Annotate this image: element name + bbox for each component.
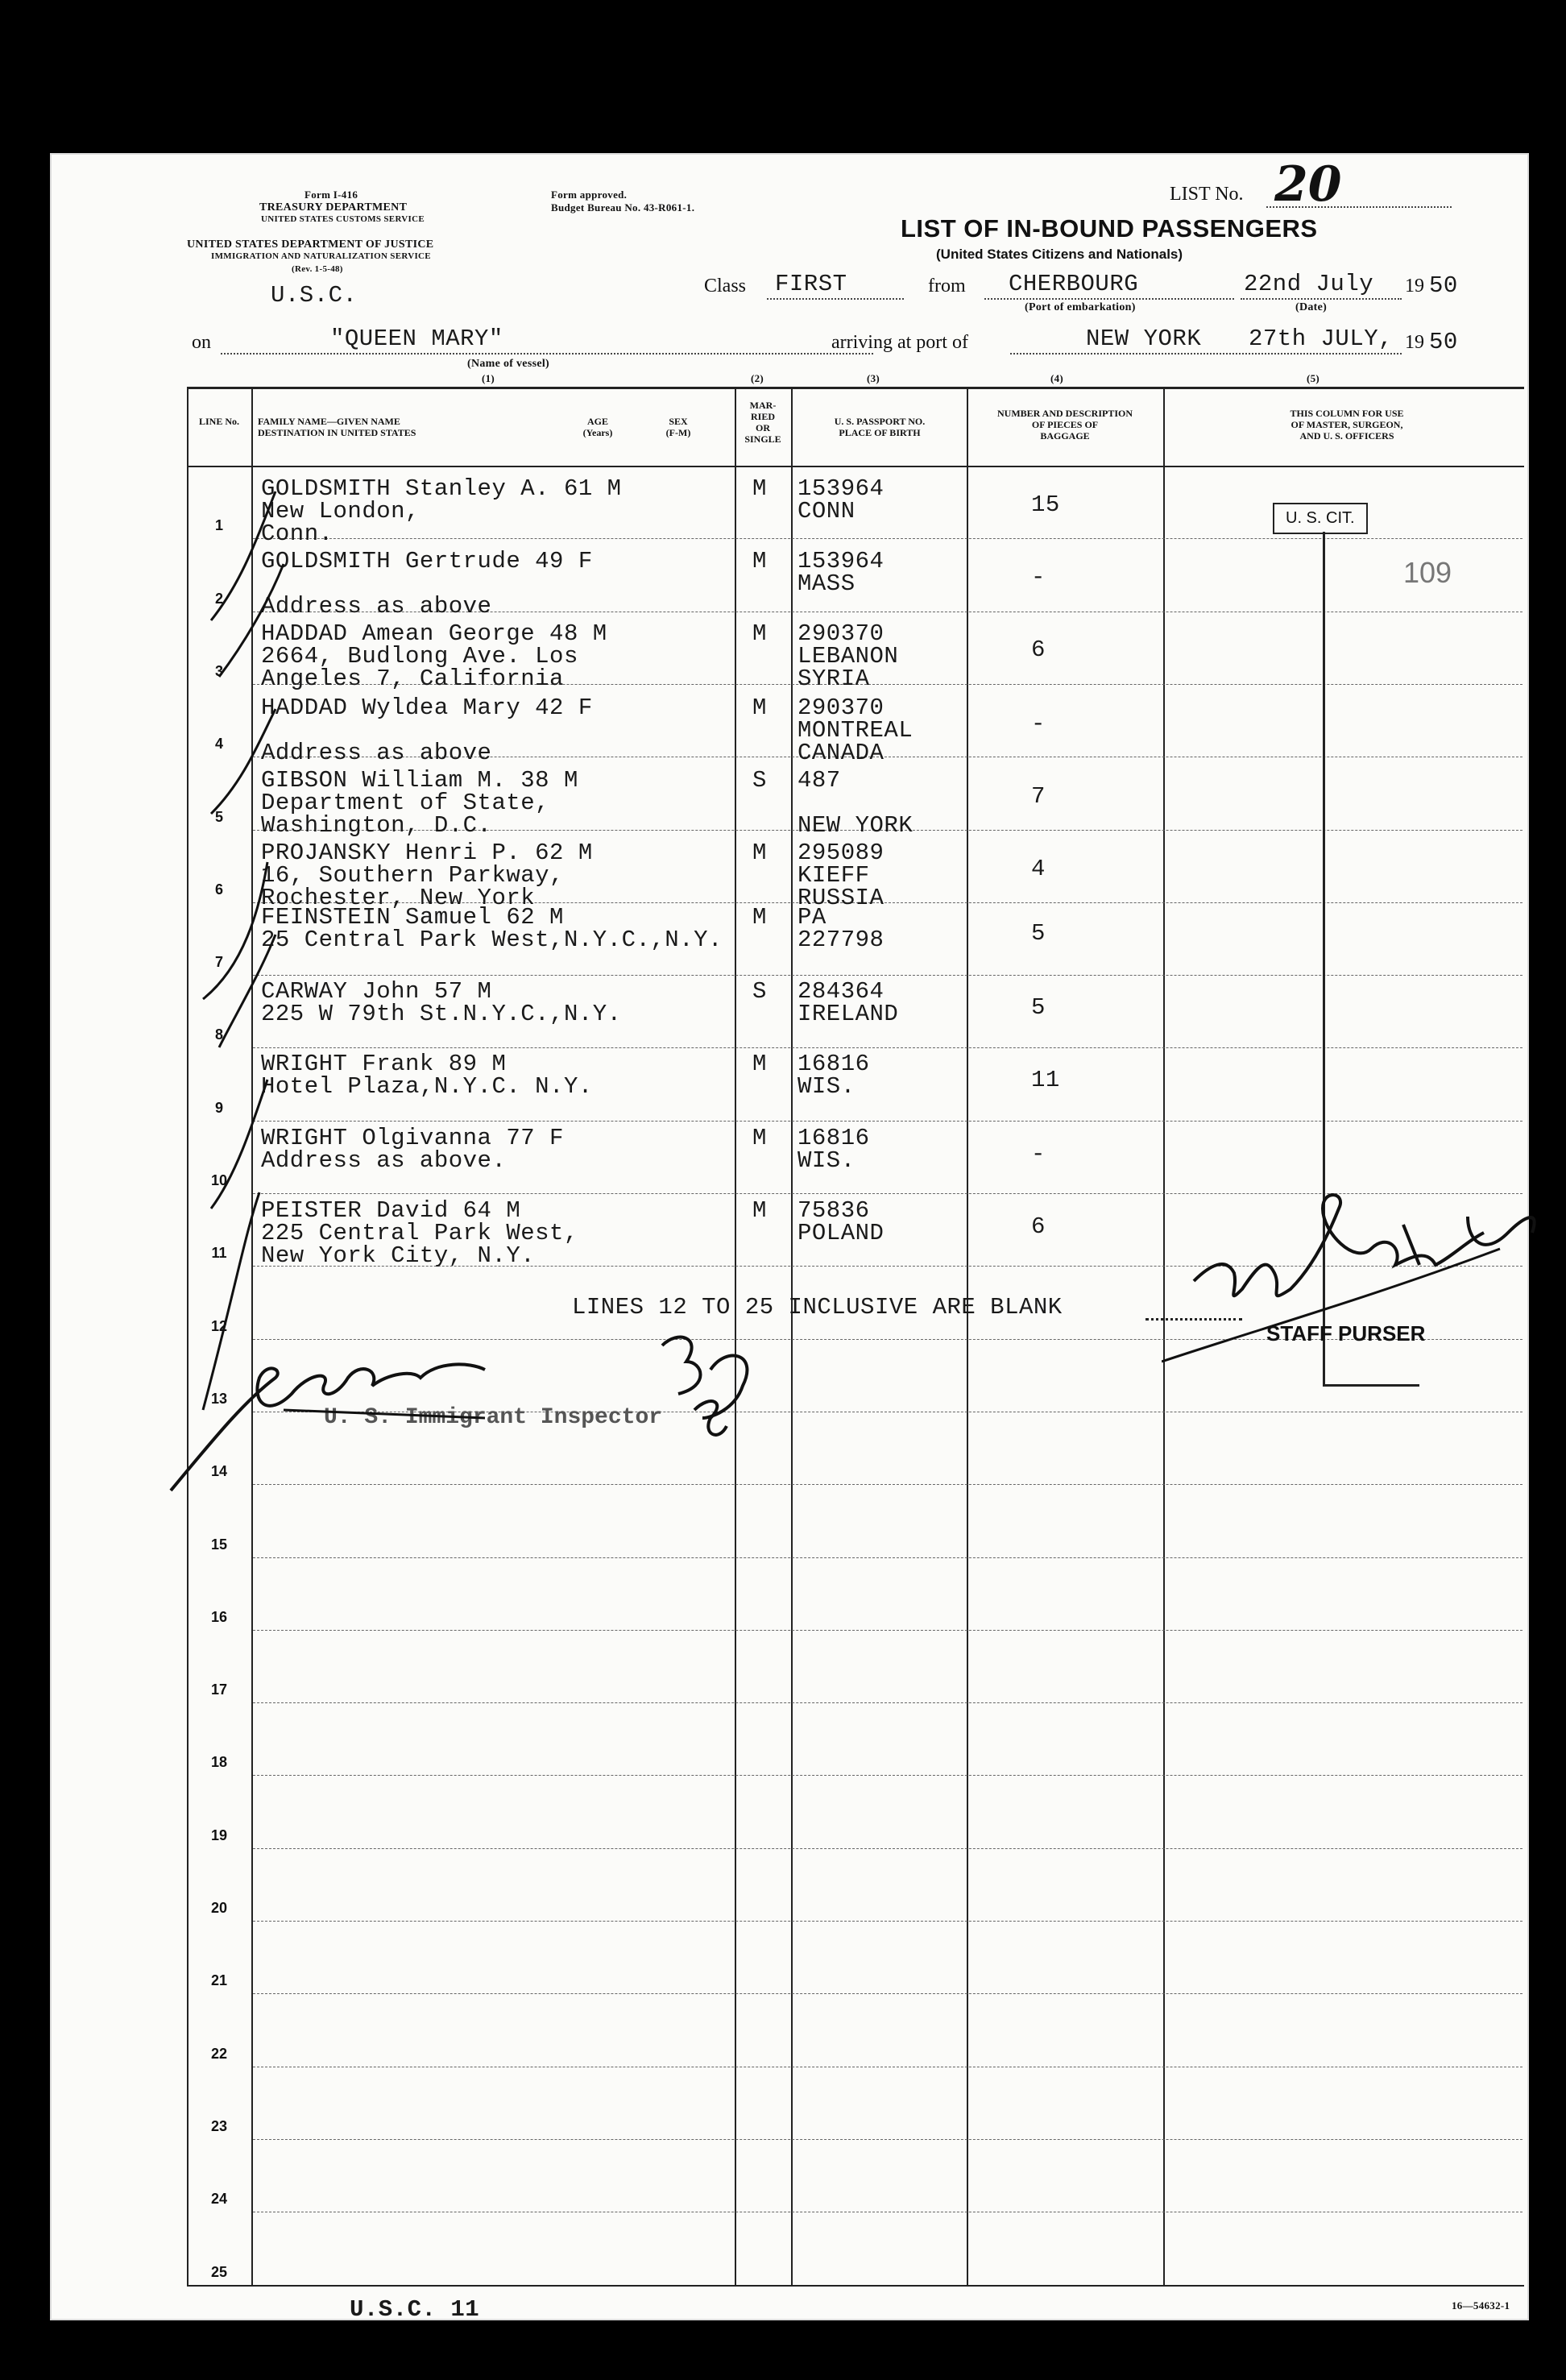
ins-label: IMMIGRATION AND NATURALIZATION SERVICE	[211, 251, 431, 261]
from-line	[984, 298, 1234, 300]
col-divider-passport	[967, 387, 968, 2287]
place-of-birth: 227798	[798, 927, 884, 953]
usc-header: U.S.C.	[271, 282, 358, 309]
passenger-address-line: Address as above	[261, 593, 492, 620]
place-of-birth: LEBANON	[798, 643, 899, 670]
passport-number: 75836	[798, 1197, 870, 1224]
passenger-address-line: 2664, Budlong Ave. Los	[261, 643, 578, 670]
header-baggage: NUMBER AND DESCRIPTION OF PIECES OF BAGGAGE	[996, 408, 1133, 442]
row-separator	[253, 1993, 1522, 1994]
class-line	[767, 298, 904, 300]
line-number: 8	[214, 1026, 223, 1043]
place-of-birth: MASS	[798, 570, 856, 597]
footer-form-code: 16—54632-1	[1452, 2299, 1510, 2312]
marital-status: M	[752, 1125, 767, 1151]
passenger-address-line: Address as above	[261, 740, 492, 766]
passenger-name-line: GIBSON William M. 38 M	[261, 767, 578, 794]
date-caption: (Date)	[1295, 301, 1328, 313]
row-separator	[253, 1921, 1522, 1922]
place-of-birth: CANADA	[798, 740, 884, 766]
port-embarkation-caption: (Port of embarkation)	[1025, 301, 1136, 313]
vessel-caption: (Name of vessel)	[467, 358, 549, 370]
date-line	[1241, 298, 1402, 300]
col-num-5: (5)	[1307, 372, 1320, 384]
line-number: 20	[210, 1900, 228, 1916]
place-of-birth: POLAND	[798, 1220, 884, 1246]
row-separator	[253, 1848, 1522, 1849]
date-value: 22nd July	[1244, 271, 1374, 297]
line-number: 6	[214, 881, 223, 898]
place-of-birth: KIEFF	[798, 862, 870, 889]
port-of-arrival: NEW YORK	[1086, 325, 1202, 352]
baggage-count: 6	[1031, 636, 1046, 663]
staff-purser-label: STAFF PURSER	[1266, 1321, 1426, 1345]
passenger-address-line: New York City, N.Y.	[261, 1242, 536, 1269]
manifest-page	[50, 153, 1529, 2323]
row-separator	[253, 1047, 1522, 1048]
passenger-address-line: Angeles 7, California	[261, 665, 564, 692]
line-number: 4	[214, 736, 223, 753]
line-number: 23	[210, 2117, 228, 2134]
passenger-address-line: 16, Southern Parkway,	[261, 862, 564, 889]
line-number: 24	[210, 2191, 228, 2208]
passenger-address-line: Address as above.	[261, 1147, 507, 1174]
col-num-1: (1)	[482, 372, 495, 384]
left-margin-marks	[195, 483, 300, 1418]
passenger-name-line: CARWAY John 57 M	[261, 978, 492, 1005]
line-number: 18	[210, 1754, 228, 1771]
blank-lines-note: LINES 12 TO 25 INCLUSIVE ARE BLANK	[572, 1294, 1063, 1321]
baggage-count: -	[1031, 711, 1046, 737]
passenger-name-line: GOLDSMITH Stanley A. 61 M	[261, 475, 622, 502]
us-citizen-stamp: U. S. CIT.	[1273, 503, 1368, 534]
year-value-2: 50	[1429, 329, 1458, 355]
header-name: FAMILY NAME—GIVEN NAME DESTINATION IN UNITED STATES	[258, 416, 416, 438]
marital-status: M	[752, 1051, 767, 1077]
document-subtitle: (United States Citizens and Nationals)	[936, 247, 1183, 262]
list-number: 20	[1274, 156, 1342, 213]
vessel-line	[221, 353, 873, 355]
list-no-label: LIST No.	[1170, 184, 1244, 205]
passport-number: 153964	[798, 548, 884, 574]
passenger-address-line: 225 W 79th St.N.Y.C.,N.Y.	[261, 1001, 622, 1027]
class-label: Class	[704, 276, 747, 296]
passenger-name-line: WRIGHT Olgivanna 77 F	[261, 1125, 564, 1151]
passenger-address-line: 25 Central Park West,N.Y.C.,N.Y.	[261, 927, 723, 953]
passport-number: 290370	[798, 620, 884, 647]
place-of-birth: NEW YORK	[798, 812, 914, 839]
marital-status: M	[752, 1197, 767, 1224]
passport-number: 290370	[798, 695, 884, 721]
line-number: 10	[210, 1172, 228, 1188]
line-number: 25	[210, 2263, 228, 2280]
passenger-address-line: New London,	[261, 498, 420, 525]
header-officers: THIS COLUMN FOR USE OF MASTER, SURGEON, AND U. S. OFFICERS	[1290, 408, 1404, 442]
year-prefix-2: 19	[1405, 332, 1424, 353]
line-number: 19	[210, 1826, 228, 1843]
place-of-birth: CONN	[798, 498, 856, 525]
class-value: FIRST	[775, 271, 847, 297]
form-approved: Form approved.	[551, 189, 628, 201]
marital-status: S	[752, 767, 767, 794]
baggage-count: 5	[1031, 920, 1046, 947]
baggage-count: 6	[1031, 1213, 1046, 1240]
line-number: 14	[210, 1463, 228, 1480]
header-line-no: LINE No.	[198, 416, 239, 427]
col-num-2: (2)	[751, 372, 764, 384]
passenger-address-line: Washington, D.C.	[261, 812, 492, 839]
year-value-1: 50	[1429, 272, 1458, 299]
passenger-address-line: Conn.	[261, 520, 334, 547]
line-number: 21	[210, 1972, 228, 1989]
marital-status: S	[752, 978, 767, 1005]
marital-status: M	[752, 904, 767, 931]
passport-number: 153964	[798, 475, 884, 502]
line-number: 13	[210, 1390, 228, 1407]
line-number: 2	[214, 590, 223, 607]
header-married: MAR- RIED OR SINGLE	[744, 400, 781, 445]
passenger-name-line: HADDAD Amean George 48 M	[261, 620, 607, 647]
row-separator	[253, 538, 1522, 539]
marital-status: M	[752, 620, 767, 647]
table-bottom-border	[187, 2285, 1524, 2287]
marital-status: M	[752, 475, 767, 502]
passenger-address-line: Rochester, New York	[261, 885, 536, 911]
place-of-birth: WIS.	[798, 1147, 856, 1174]
passport-number: PA	[798, 904, 826, 931]
passport-number: 284364	[798, 978, 884, 1005]
line-number: 16	[210, 1608, 228, 1625]
vessel-name: "QUEEN MARY"	[330, 325, 503, 352]
arriving-label: arriving at port of	[831, 332, 968, 353]
row-separator	[253, 1121, 1522, 1122]
passport-number: 16816	[798, 1125, 870, 1151]
header-age: AGE (Years)	[582, 416, 613, 438]
document-title: LIST OF IN-BOUND PASSENGERS	[901, 214, 1318, 243]
passenger-name-line: HADDAD Wyldea Mary 42 F	[261, 695, 593, 721]
col-num-3: (3)	[867, 372, 880, 384]
marital-status: M	[752, 695, 767, 721]
row-separator	[253, 1702, 1522, 1703]
place-of-birth: IRELAND	[798, 1001, 899, 1027]
line-number: 12	[210, 1317, 228, 1334]
from-value: CHERBOURG	[1009, 271, 1139, 297]
line-number: 11	[211, 1245, 227, 1262]
place-of-birth: SYRIA	[798, 665, 870, 692]
row-separator	[253, 1630, 1522, 1631]
treasury-department: TREASURY DEPARTMENT	[259, 201, 408, 214]
arrival-date: 27th JULY,	[1249, 325, 1394, 352]
row-separator	[253, 2139, 1522, 2140]
marital-status: M	[752, 840, 767, 866]
baggage-count: 4	[1031, 856, 1046, 882]
passenger-address-line: Hotel Plaza,N.Y.C. N.Y.	[261, 1073, 593, 1100]
baggage-count: 11	[1031, 1067, 1060, 1093]
passport-number: 16816	[798, 1051, 870, 1077]
baggage-count: 15	[1031, 491, 1060, 518]
passport-number: 487	[798, 767, 841, 794]
header-passport: U. S. PASSPORT NO. PLACE OF BIRTH	[834, 416, 926, 438]
place-of-birth: RUSSIA	[798, 885, 884, 911]
passenger-name-line: FEINSTEIN Samuel 62 M	[261, 904, 564, 931]
header-sex: SEX (F-M)	[665, 416, 691, 438]
col-divider-married	[791, 387, 793, 2287]
arrival-line	[1010, 353, 1402, 355]
marital-status: M	[752, 548, 767, 574]
immigrant-inspector-stamp: U. S. Immigrant Inspector	[324, 1405, 663, 1430]
place-of-birth: WIS.	[798, 1073, 856, 1100]
table-header-border	[187, 466, 1524, 467]
col-num-4: (4)	[1050, 372, 1064, 384]
on-label: on	[192, 332, 211, 353]
purser-signature	[1162, 1184, 1548, 1386]
passenger-name-line: GOLDSMITH Gertrude 49 F	[261, 548, 593, 574]
row-separator	[253, 975, 1522, 976]
line-number: 22	[210, 2045, 228, 2062]
table-top-border	[187, 387, 1524, 389]
customs-service: UNITED STATES CUSTOMS SERVICE	[261, 214, 425, 224]
line-number: 15	[210, 1536, 228, 1553]
stamp-number: 109	[1403, 556, 1452, 589]
line-number: 7	[214, 954, 223, 971]
passenger-address-line: 225 Central Park West,	[261, 1220, 578, 1246]
form-number: Form I-416	[304, 189, 358, 201]
baggage-count: 7	[1031, 783, 1046, 810]
line-number: 17	[210, 1681, 228, 1698]
passenger-address-line: Department of State,	[261, 790, 550, 816]
department-of-justice: UNITED STATES DEPARTMENT OF JUSTICE	[187, 238, 434, 251]
line-number: 5	[214, 808, 223, 825]
passenger-name-line: WRIGHT Frank 89 M	[261, 1051, 507, 1077]
row-separator	[253, 1775, 1522, 1776]
passenger-name-line: PEISTER David 64 M	[261, 1197, 521, 1224]
line-number: 1	[214, 517, 223, 534]
row-separator	[253, 1557, 1522, 1558]
baggage-count: -	[1031, 1141, 1046, 1167]
baggage-count: 5	[1031, 994, 1046, 1021]
line-number: 3	[214, 662, 223, 679]
line-number: 9	[214, 1099, 223, 1116]
from-label: from	[928, 276, 966, 296]
baggage-count: -	[1031, 564, 1046, 591]
budget-bureau: Budget Bureau No. 43-R061-1.	[551, 201, 695, 214]
passenger-name-line: PROJANSKY Henri P. 62 M	[261, 840, 593, 866]
revision-date: (Rev. 1-5-48)	[292, 264, 343, 274]
footer-usc: U.S.C. 11	[350, 2296, 480, 2323]
passport-number: 295089	[798, 840, 884, 866]
year-prefix-1: 19	[1405, 276, 1424, 296]
place-of-birth: MONTREAL	[798, 717, 914, 744]
